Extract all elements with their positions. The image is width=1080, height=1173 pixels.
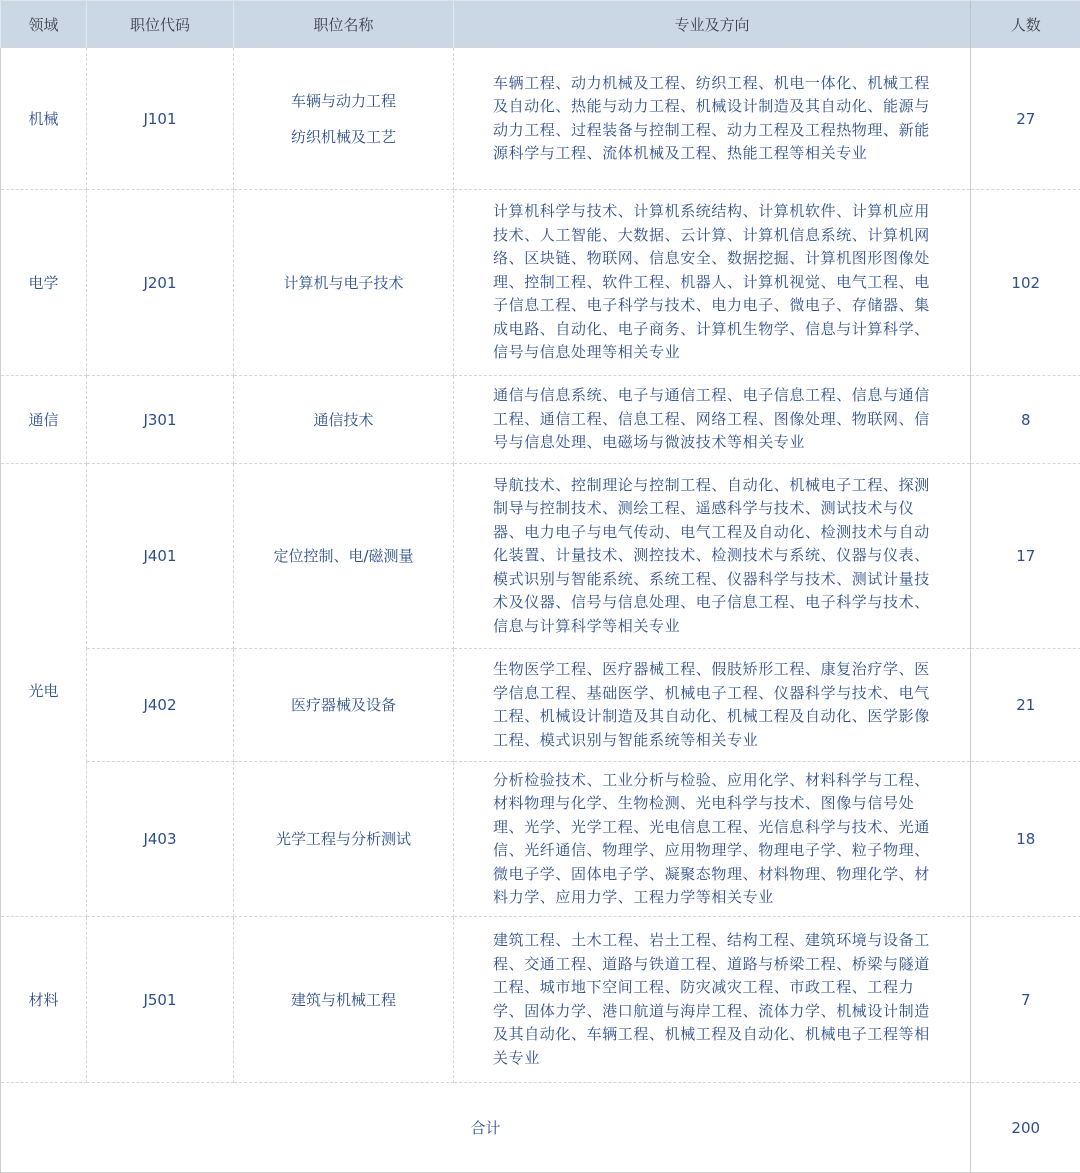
count-cell: 27 bbox=[971, 48, 1080, 190]
title-cell bbox=[234, 48, 454, 190]
majors-cell: 导航技术、控制理论与控制工程、自动化、机械电子工程、探测制导与控制技术、测绘工程、遥感科学与技术、测试技术与仪器、电力电子与电气传动、电气工程及自动化、检测技术与自动化装置、计量技术、测控技术、检测技术与系统、仪器与仪表、模式识别与智能系统、系统工程、仪器科学与技术、测试计量技术及仪器、信号与信息处理、电子信息工程、电子科学与技术、信息与计算科学等相关专业 bbox=[454, 464, 971, 649]
title-line: 建筑与机械工程 bbox=[234, 982, 453, 1018]
header-code: 职位代码 bbox=[87, 1, 234, 48]
title-cell bbox=[234, 376, 454, 464]
title-cell bbox=[234, 649, 454, 762]
table-row bbox=[1, 190, 1080, 376]
table-row bbox=[1, 649, 1080, 762]
majors-cell: 通信与信息系统、电子与通信工程、电子信息工程、信息与通信工程、通信工程、信息工程、网络工程、图像处理、物联网、信号与信息处理、电磁场与微波技术等相关专业 bbox=[454, 376, 971, 464]
title-cell bbox=[234, 464, 454, 649]
total-label: 合计 bbox=[1, 1083, 971, 1173]
majors-cell: 计算机科学与技术、计算机系统结构、计算机软件、计算机应用技术、人工智能、大数据、云计算、计算机信息系统、计算机网络、区块链、物联网、信息安全、数据挖掘、计算机图形图像处理、控制工程、软件工程、机器人、计算机视觉、电气工程、电子信息工程、电子科学与技术、电力电子、微电子、存储器、集成电路、自动化、电子商务、计算机生物学、信息与计算科学、信号与信息处理等相关专业 bbox=[454, 190, 971, 376]
count-cell: 102 bbox=[971, 190, 1080, 376]
title-line: 定位控制、电/磁测量 bbox=[234, 538, 453, 574]
code-cell: J401 bbox=[87, 464, 234, 649]
table-row bbox=[1, 464, 1080, 649]
title-line: 计算机与电子技术 bbox=[234, 265, 453, 301]
title-cell bbox=[234, 762, 454, 917]
code-cell: J201 bbox=[87, 190, 234, 376]
domain-cell: 通信 bbox=[1, 376, 87, 464]
count-cell: 7 bbox=[971, 917, 1080, 1083]
domain-cell: 电学 bbox=[1, 190, 87, 376]
title-line: 光学工程与分析测试 bbox=[234, 821, 453, 857]
table-row bbox=[1, 762, 1080, 917]
table-row bbox=[1, 376, 1080, 464]
count-cell: 8 bbox=[971, 376, 1080, 464]
header-row bbox=[1, 1, 1080, 48]
title-line: 纺织机械及工艺 bbox=[234, 119, 453, 155]
count-cell: 18 bbox=[971, 762, 1080, 917]
code-cell: J403 bbox=[87, 762, 234, 917]
domain-cell: 机械 bbox=[1, 48, 87, 190]
total-count: 200 bbox=[971, 1083, 1080, 1173]
header-title: 职位名称 bbox=[234, 1, 454, 48]
table-row bbox=[1, 48, 1080, 190]
count-cell: 17 bbox=[971, 464, 1080, 649]
majors-cell: 车辆工程、动力机械及工程、纺织工程、机电一体化、机械工程及自动化、热能与动力工程、机械设计制造及其自动化、能源与动力工程、过程装备与控制工程、动力工程及工程热物理、新能源科学与工程、流体机械及工程、热能工程等相关专业 bbox=[454, 48, 971, 190]
majors-cell: 建筑工程、土木工程、岩土工程、结构工程、建筑环境与设备工程、交通工程、道路与铁道工程、道路与桥梁工程、桥梁与隧道工程、城市地下空间工程、防灾减灾工程、市政工程、工程力学、固体力学、港口航道与海岸工程、流体力学、机械设计制造及其自动化、车辆工程、机械工程及自动化、机械电子工程等相关专业 bbox=[454, 917, 971, 1083]
title-line: 医疗器械及设备 bbox=[234, 687, 453, 723]
code-cell: J501 bbox=[87, 917, 234, 1083]
majors-cell: 分析检验技术、工业分析与检验、应用化学、材料科学与工程、材料物理与化学、生物检测、光电科学与技术、图像与信号处理、光学、光学工程、光电信息工程、光信息科学与技术、光通信、光纤通信、物理学、应用物理学、物理电子学、粒子物理、微电子学、固体电子学、凝聚态物理、材料物理、物理化学、材料力学、应用力学、工程力学等相关专业 bbox=[454, 762, 971, 917]
title-line: 通信技术 bbox=[234, 402, 453, 438]
title-line: 车辆与动力工程 bbox=[234, 83, 453, 119]
domain-cell: 材料 bbox=[1, 917, 87, 1083]
count-cell: 21 bbox=[971, 649, 1080, 762]
code-cell: J402 bbox=[87, 649, 234, 762]
header-domain: 领域 bbox=[1, 1, 87, 48]
code-cell: J301 bbox=[87, 376, 234, 464]
title-cell bbox=[234, 190, 454, 376]
table-row bbox=[1, 917, 1080, 1083]
total-row bbox=[1, 1083, 1080, 1173]
majors-cell: 生物医学工程、医疗器械工程、假肢矫形工程、康复治疗学、医学信息工程、基础医学、机械电子工程、仪器科学与技术、电气工程、机械设计制造及其自动化、机械工程及自动化、医学影像工程、模式识别与智能系统等相关专业 bbox=[454, 649, 971, 762]
title-cell bbox=[234, 917, 454, 1083]
domain-cell: 光电 bbox=[1, 464, 87, 917]
code-cell: J101 bbox=[87, 48, 234, 190]
header-majors: 专业及方向 bbox=[454, 1, 971, 48]
header-count: 人数 bbox=[971, 1, 1080, 48]
